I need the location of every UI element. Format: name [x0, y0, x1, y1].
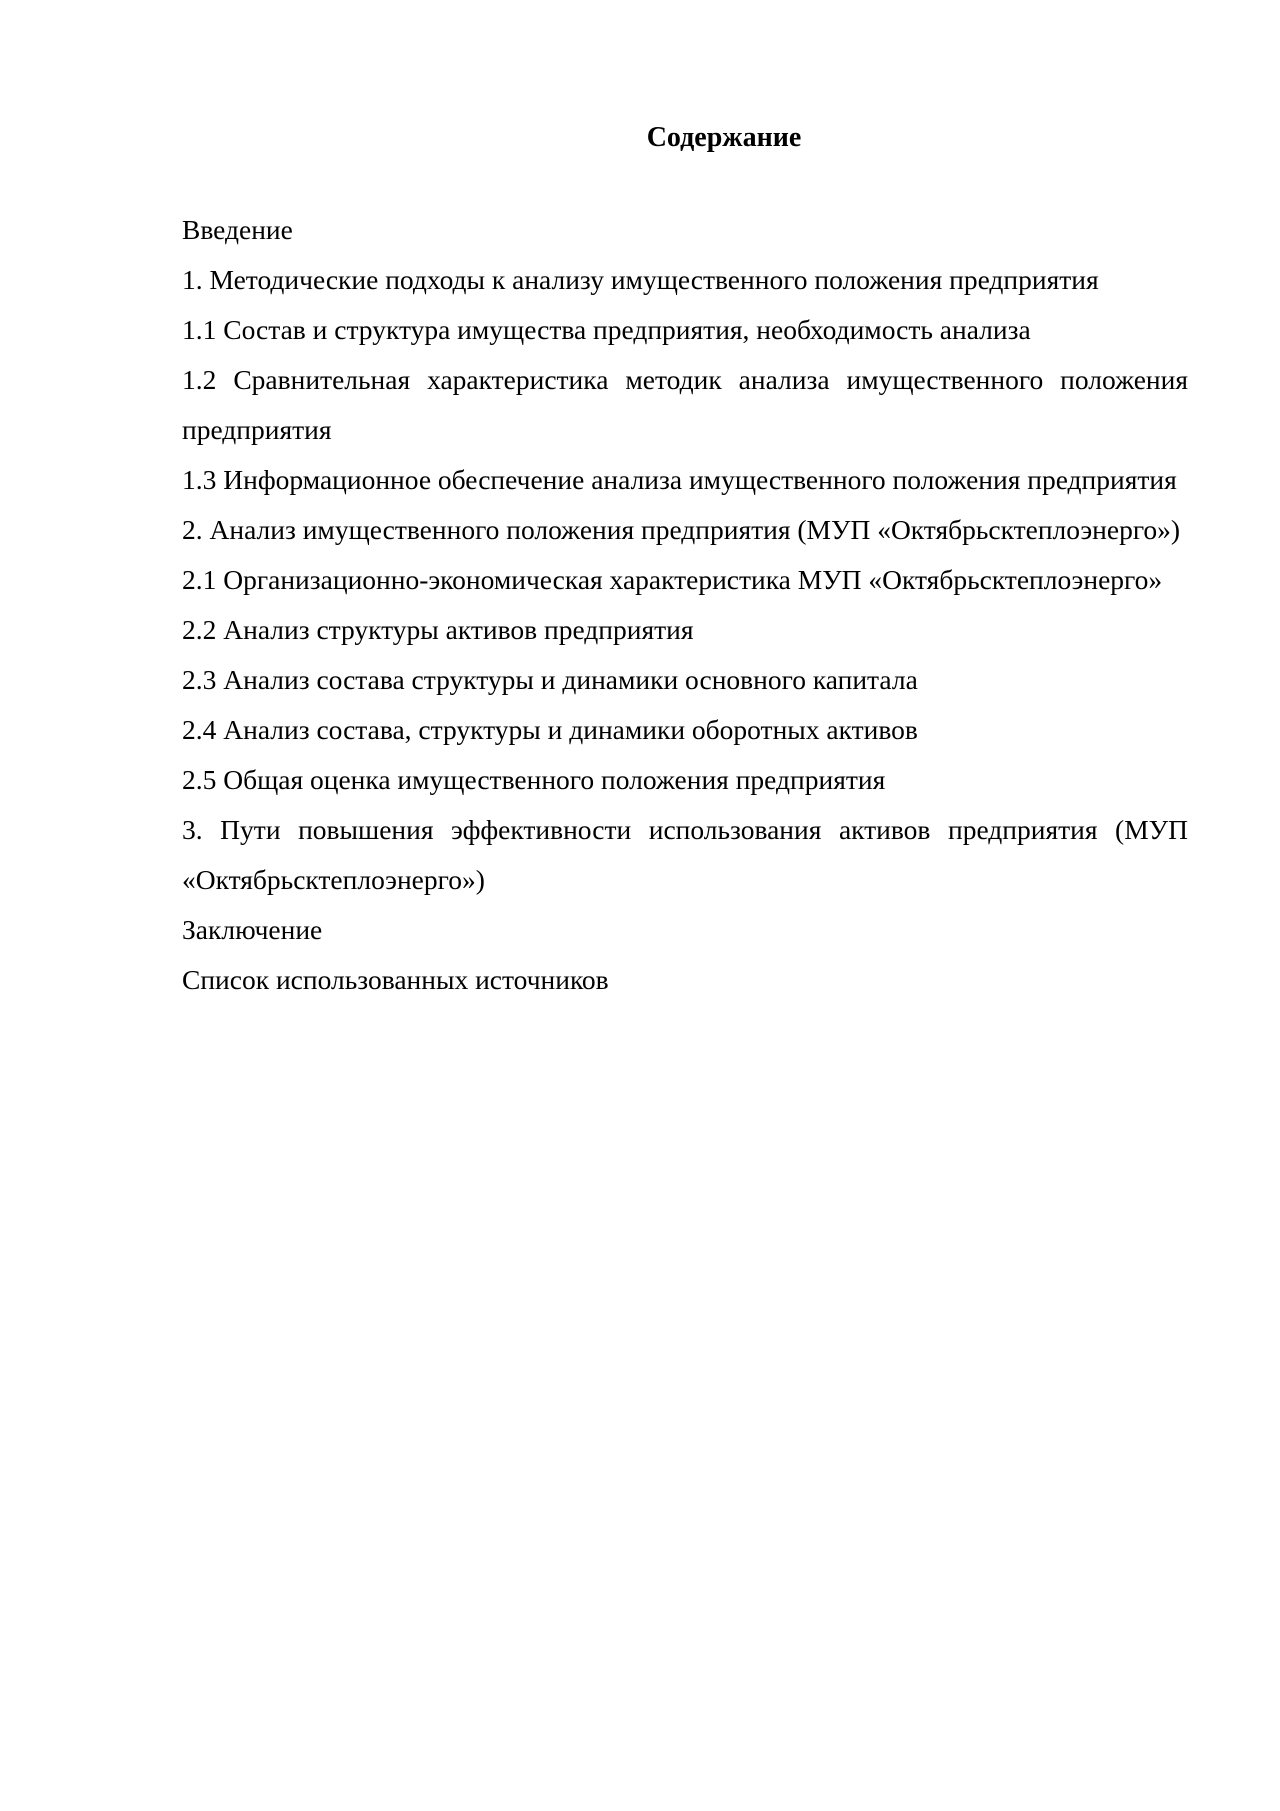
toc-item-section-2-2: 2.2 Анализ структуры активов предприятия — [182, 614, 694, 645]
toc-item-section-2-1: 2.1 Организационно-экономическая характеристика МУП «Октябрьсктеплоэнерго» — [182, 564, 1163, 595]
table-of-contents — [182, 205, 1188, 1005]
toc-item-section-2-5: 2.5 Общая оценка имущественного положения предприятия — [182, 764, 886, 795]
toc-item-references: Список использованных источников — [182, 964, 609, 995]
toc-item-introduction: Введение — [182, 214, 293, 245]
page-title: Содержание — [646, 122, 802, 153]
toc-item-section-1-1: 1.1 Состав и структура имущества предприятия, необходимость анализа — [182, 314, 1031, 345]
toc-item-chapter-1: 1. Методические подходы к анализу имущественного положения предприятия — [182, 264, 1099, 295]
toc-item-section-2-4: 2.4 Анализ состава, структуры и динамики оборотных активов — [182, 714, 918, 745]
toc-item-section-1-2: 1.2 Сравнительная характеристика методик анализа имущественного положения предприятия — [182, 364, 1188, 445]
toc-item-chapter-3: 3. Пути повышения эффективности использования активов предприятия (МУП «Октябрьсктеплоэнерго») — [182, 814, 1188, 895]
toc-item-conclusion: Заключение — [182, 914, 323, 945]
toc-item-section-1-3: 1.3 Информационное обеспечение анализа имущественного положения предприятия — [182, 464, 1177, 495]
toc-item-chapter-2: 2. Анализ имущественного положения предприятия (МУП «Октябрьсктеплоэнерго») — [182, 514, 1181, 545]
toc-item-section-2-3: 2.3 Анализ состава структуры и динамики основного капитала — [182, 664, 918, 695]
